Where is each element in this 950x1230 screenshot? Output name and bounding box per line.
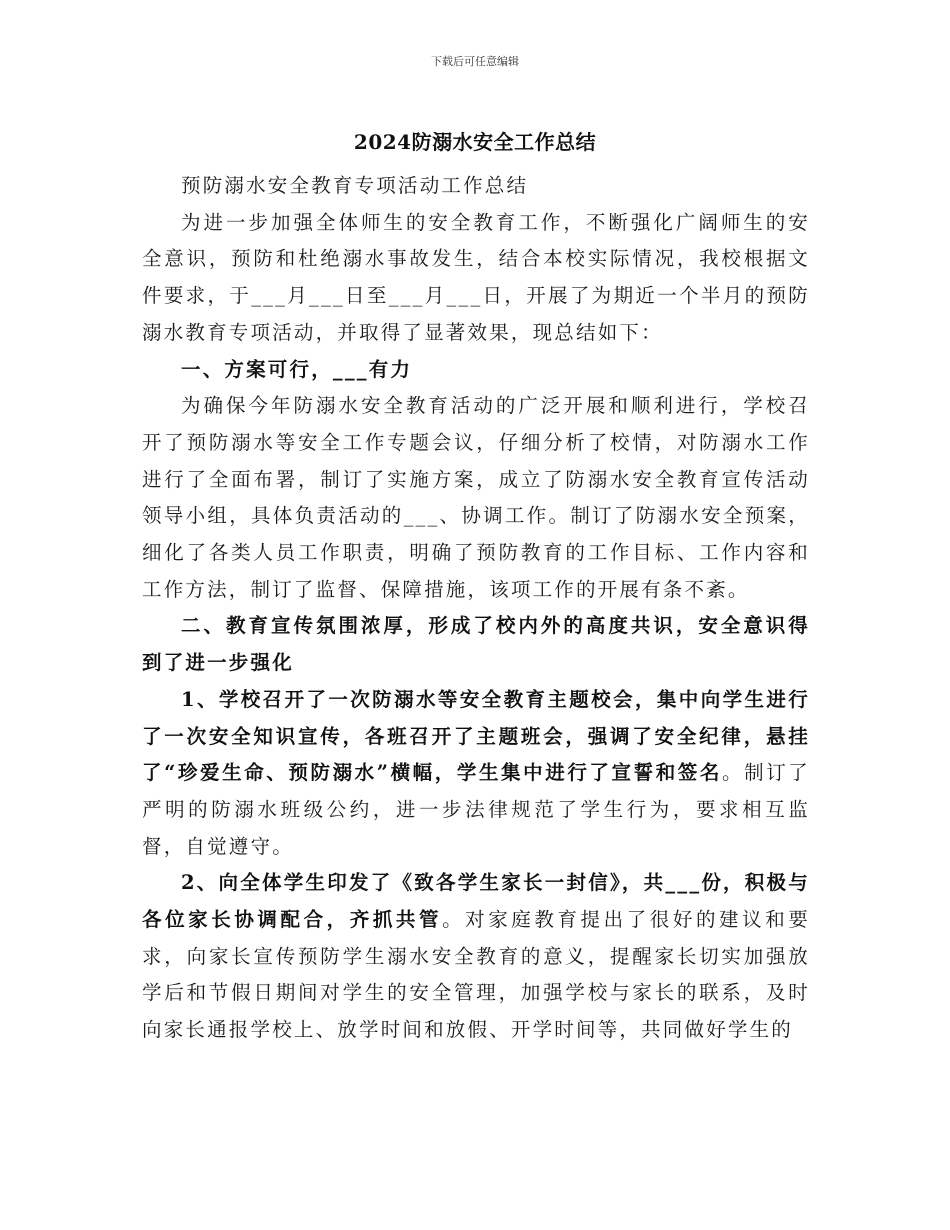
- section-1-body: 为确保今年防溺水安全教育活动的广泛开展和顺利进行，学校召开了预防溺水等安全工作专题会议，仔细分析了校情，对防溺水工作进行了全面布署，制订了实施方案，成立了防溺水安全教育宣传活动领导小组，具体负责活动的___、协调工作。制订了防溺水安全预案，细化了各类人员工作职责，明确了预防教育的工作目标、工作内容和工作方法，制订了监督、保障措施，该项工作的开展有条不紊。: [142, 394, 810, 601]
- item-1-bold-text: 1、学校召开了一次防溺水等安全教育主题校会，集中向学生进行了一次安全知识宣传，各班召开了主题班会，强调了安全纪律，悬挂了“珍爱生命、预防溺水”横幅，学生集中进行了宣誓和签名: [142, 687, 810, 785]
- document-title: 2024防溺水安全工作总结: [353, 130, 597, 154]
- header-note: 下载后可任意编辑: [431, 55, 519, 68]
- document-body: [142, 168, 810, 1049]
- intro-paragraph: 为进一步加强全体师生的安全教育工作，不断强化广阔师生的安全意识，预防和杜绝溺水事故发生，结合本校实际情况，我校根据文件要求，于___月___日至___月___日，开展了为期近一个半月的预防溺水教育专项活动，并取得了显著效果，现总结如下：: [142, 210, 810, 344]
- section-2-heading: 二、教育宣传氛围浓厚，形成了校内外的高度共识，安全意识得到了进一步强化: [142, 614, 810, 675]
- item-2-bold-text: 2、向全体学生印发了《致各学生家长一封信》，共___份，积极与各位家长协调配合，齐抓共管: [142, 871, 810, 932]
- item-1-paragraph: [142, 682, 810, 866]
- section-1-heading: 一、方案可行，___有力: [181, 357, 413, 381]
- item-2-regular-text: 。对家庭教育提出了很好的建议和要求，向家长宣传预防学生溺水安全教育的意义，提醒家长切实加强放学后和节假日期间对学生的安全管理，加强学校与家长的联系，及时向家长通报学校上、放学时间和放假、开学时间等，共同做好学生的: [142, 908, 810, 1042]
- subtitle: 预防溺水安全教育专项活动工作总结: [181, 174, 529, 197]
- item-1-regular-text: 。制订了严明的防溺水班级公约，进一步法律规范了学生行为，要求相互监督，自觉遵守。: [142, 761, 810, 858]
- item-2-paragraph: [142, 865, 810, 1049]
